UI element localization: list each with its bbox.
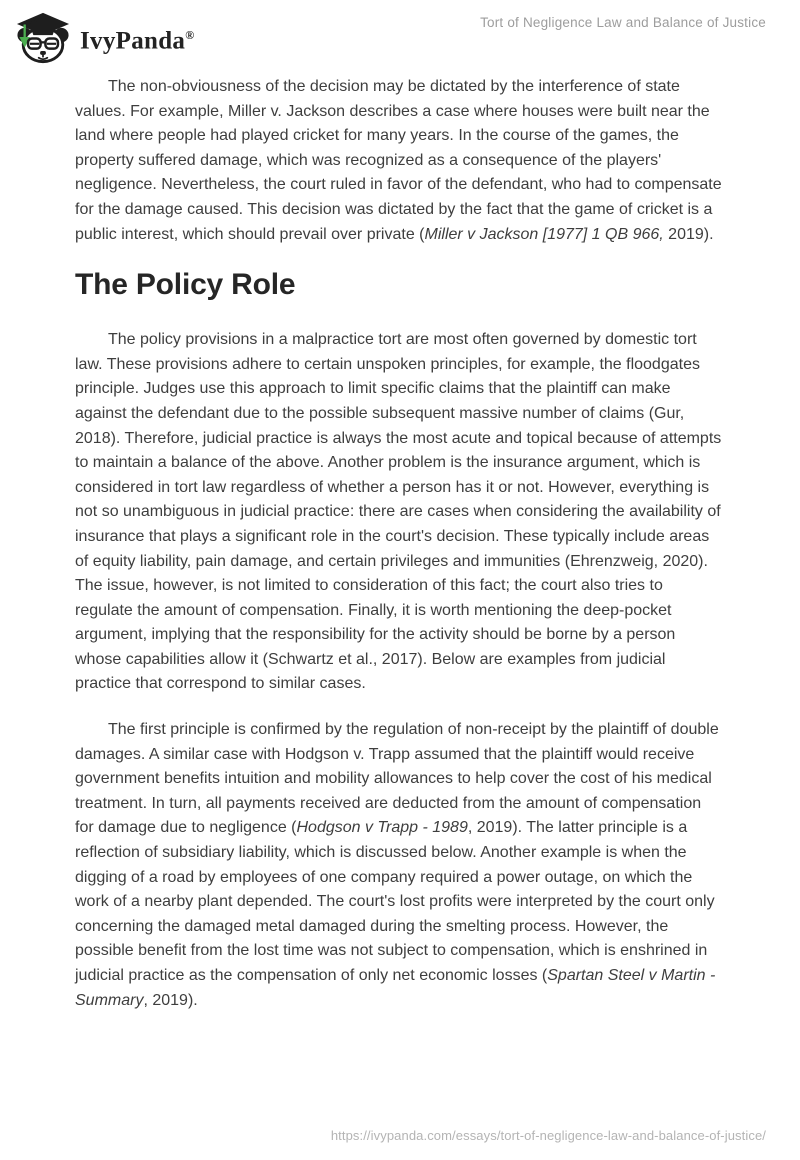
- paragraph-miller-v-jackson: The non-obviousness of the decision may be dictated by the interference of state values. For example, Miller v. Jackson describes a case where houses were built near the land where people had played cricket for many years. In the course of the games, the property suffered damage, which was recognized as a consequence of the players' negligence. Nevertheless, the court ruled in favor of the defendant, who had to compensate for the damage caused. This decision was dictated by the fact that the game of cricket is a public interest, which should prevail over private (Miller v Jackson [1977] 1 QB 966, 2019).: [75, 78, 722, 243]
- ivypanda-panda-logo-icon: [14, 11, 72, 65]
- registered-trademark: ®: [185, 28, 195, 42]
- brand: [14, 8, 194, 68]
- paragraph-first-principle: The first principle is confirmed by the regulation of non-receipt by the plaintiff of double damages. A similar case with Hodgson v. Trapp assumed that the plaintiff would receive government benefits intuition and mobility allowances to help cover the cost of his medical treatment. In turn, all payments received are deducted from the amount of compensation for damage due to negligence (Hodgson v Trapp - 1989, 2019). The latter principle is a reflection of subsidiary liability, which is discussed below. Another example is when the digging of a road by employees of one company required a power outage, on which the work of a nearby plant depended. The court's lost profits were interpreted by the court only concerning the damaged metal damaged during the smelting process. However, the possible benefit from the lost time was not subject to compensation, which is enshrined in judicial practice as the compensation of only net economic losses (Spartan Steel v Martin - Summary, 2019).: [75, 721, 719, 1009]
- section-heading-policy-role: The Policy Role: [75, 268, 296, 302]
- document-title: Tort of Negligence Law and Balance of Justice: [480, 15, 766, 30]
- essay-body: [0, 62, 800, 1013]
- footer-source-url: https://ivypanda.com/essays/tort-of-negligence-law-and-balance-of-justice/: [330, 1128, 766, 1143]
- page-header: [0, 0, 800, 62]
- brand-name: IvyPanda®: [80, 27, 195, 55]
- paragraph-policy-provisions: The policy provisions in a malpractice tort are most often governed by domestic tort law. These provisions adhere to certain unspoken principles, for example, the floodgates principle. Judges use this approach to limit specific claims that the plaintiff can make against the defendant due to the possible subsequent massive number of claims (Gur, 2018). Therefore, judicial practice is always the most acute and topical because of attempts to maintain a balance of the above. Another problem is the insurance argument, which is considered in tort law regardless of whether a person has it or not. However, everything is not so unambiguous in judicial practice: there are cases when considering the availability of insurance that plays a significant role in the court's decision. These typically include areas of equity liability, pain damage, and certain privileges and immunities (Ehrenzweig, 2020). The issue, however, is not limited to consideration of this fact; the court also tries to regulate the amount of compensation. Finally, it is worth mentioning the deep-pocket argument, implying that the responsibility for the activity should be borne by a person whose capabilities allow it (Schwartz et al., 2017). Below are examples from judicial practice that correspond to similar cases.: [75, 331, 722, 693]
